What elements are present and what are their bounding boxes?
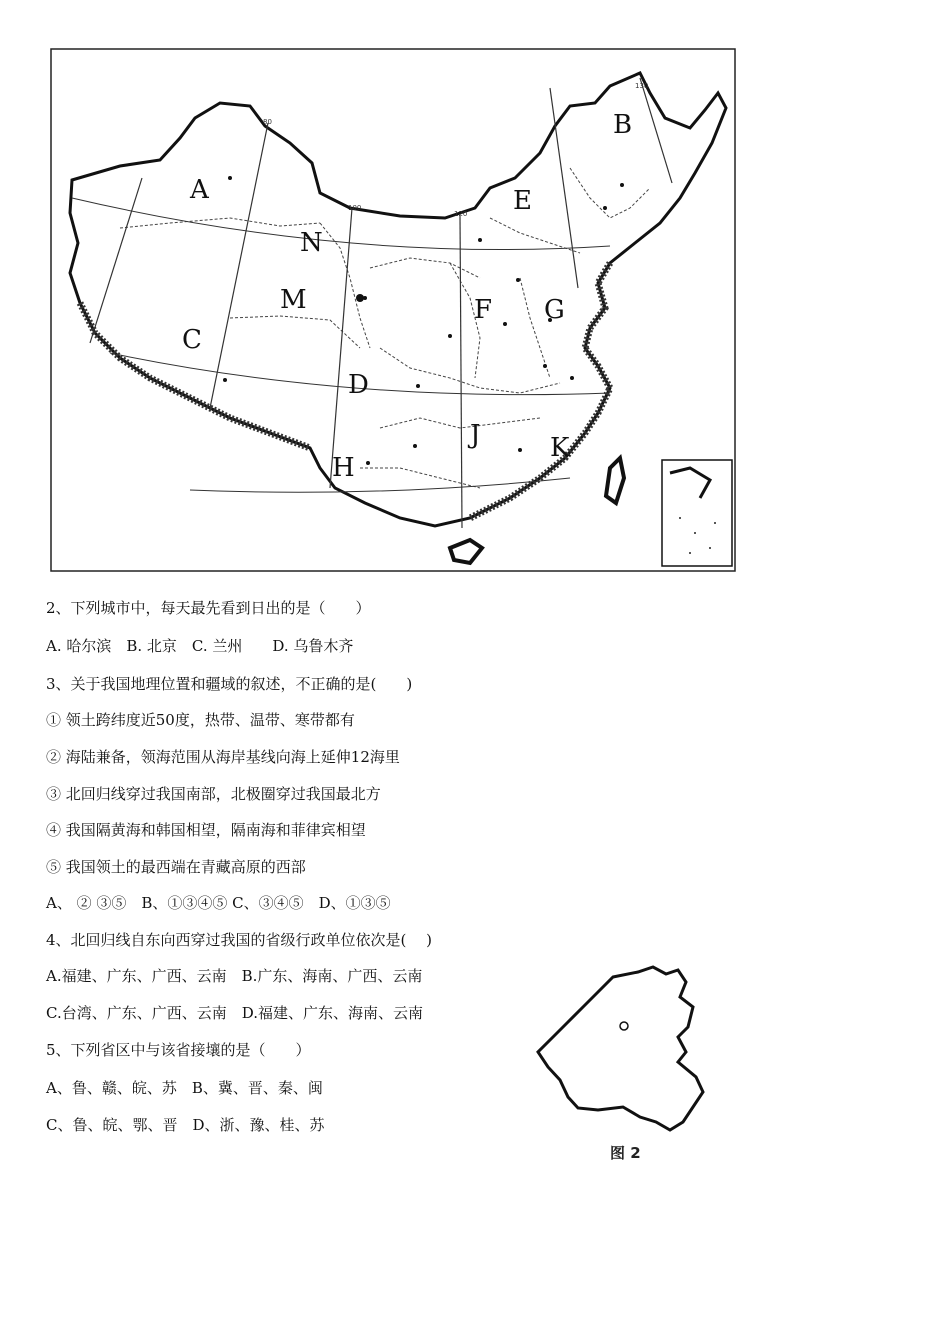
question-3-options: A、 ② ③⑤ B、①③④⑤ C、③④⑤ D、①③⑤ (46, 894, 391, 912)
region-label-h: H (332, 453, 355, 483)
question-5-stem: 5、下列省区中与该省接壤的是（ ） (46, 1041, 311, 1059)
question-3-statement-3: ③ 北回归线穿过我国南部，北极圈穿过我国最北方 (46, 785, 381, 803)
question-2-stem: 2、下列城市中，每天最先看到日出的是（ ） (46, 599, 371, 617)
capital-marker (620, 1022, 628, 1030)
longitude-label-130: 130 (635, 82, 649, 90)
question-3-statement-5: ⑤ 我国领土的最西端在青藏高原的西部 (46, 858, 306, 876)
region-label-m: M (280, 285, 307, 315)
figure-2-caption: 图 2 (610, 1144, 641, 1162)
south-china-sea-inset (662, 460, 732, 566)
region-label-e: E (513, 186, 532, 216)
question-3-stem: 3、关于我国地理位置和疆域的叙述，不正确的是( ) (46, 675, 413, 693)
question-3-statement-4: ④ 我国隔黄海和韩国相望，隔南海和菲律宾相望 (46, 821, 366, 839)
longitude-lines (90, 78, 672, 528)
question-4-options-row-2: C.台湾、广东、广西、云南 D.福建、广东、海南、云南 (46, 1004, 423, 1022)
region-label-d: D (348, 370, 369, 400)
region-label-c: C (182, 325, 202, 355)
question-3-statement-1: ① 领土跨纬度近50度，热带、温带、寒带都有 (46, 711, 355, 729)
question-4-stem: 4、北回归线自东向西穿过我国的省级行政单位依次是( ) (46, 931, 433, 949)
hainan-island (450, 540, 482, 563)
map-frame (51, 49, 735, 571)
region-label-a: A (190, 175, 209, 205)
question-4-options-row-1: A.福建、广东、广西、云南 B.广东、海南、广西、云南 (46, 967, 423, 985)
longitude-label-100: 100 (348, 204, 362, 212)
longitude-label-80: 80 (263, 118, 272, 126)
china-map-figure (50, 48, 736, 572)
province-shape (538, 967, 703, 1130)
question-3-statement-2: ② 海陆兼备，领海范围从海岸基线向海上延伸12海里 (46, 748, 400, 766)
region-label-f: F (474, 295, 493, 325)
china-outline (70, 73, 726, 526)
question-5-options-row-1: A、鲁、赣、皖、苏 B、冀、晋、秦、闽 (46, 1079, 323, 1097)
region-label-j: J (470, 420, 481, 450)
region-label-b: B (613, 110, 633, 140)
longitude-label-120: 120 (454, 210, 468, 218)
taiwan-island (606, 458, 624, 503)
question-2-options: A. 哈尔滨 B. 北京 C. 兰州 D. 乌鲁木齐 (46, 637, 354, 655)
region-label-g: G (544, 295, 565, 325)
figure-2-province-outline (528, 962, 718, 1167)
question-5-options-row-2: C、鲁、皖、鄂、晋 D、浙、豫、桂、苏 (46, 1116, 325, 1134)
region-label-n: N (300, 228, 323, 258)
region-label-k: K (550, 433, 570, 463)
